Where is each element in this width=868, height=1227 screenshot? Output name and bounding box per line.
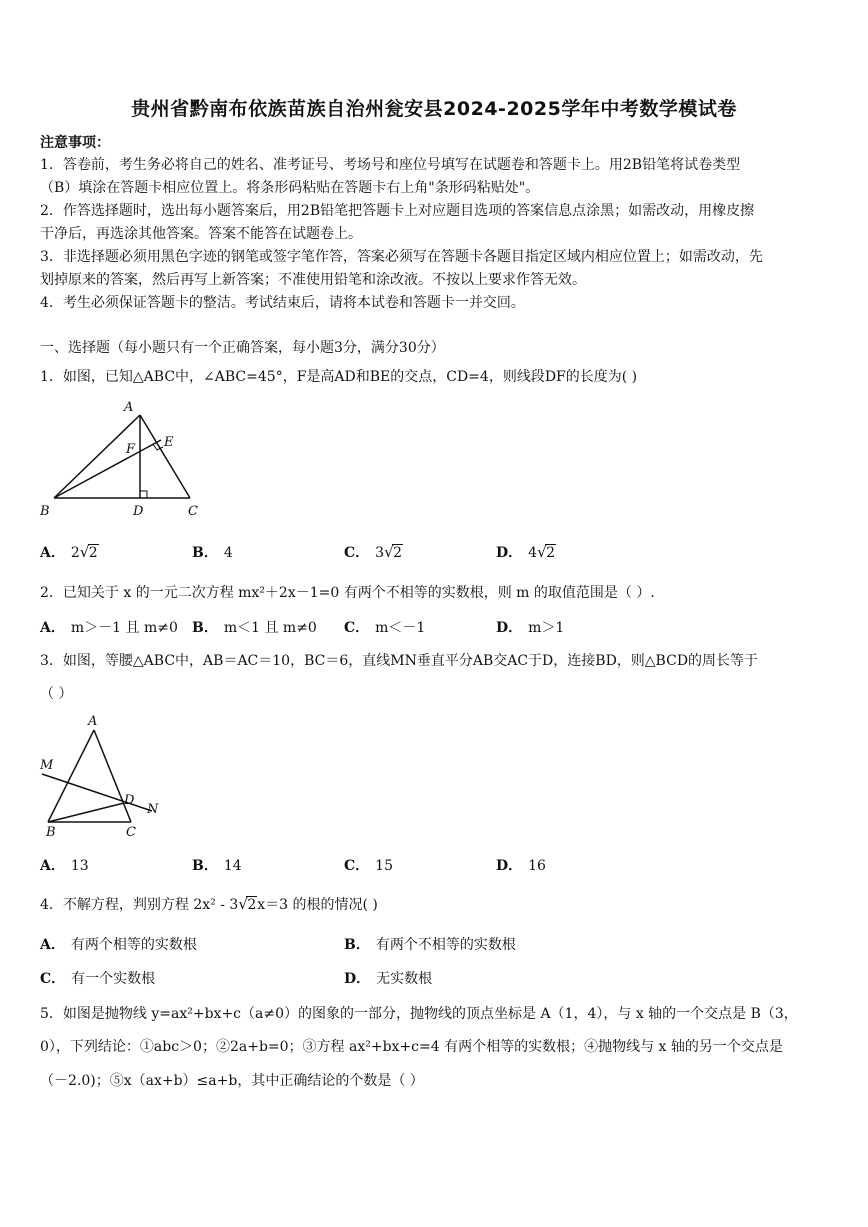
question-4-option-d[interactable]: D． 无实数根	[344, 971, 433, 987]
question-3-option-c[interactable]: C． 15	[344, 858, 393, 874]
sqrt-symbol: √ 2	[384, 543, 402, 561]
segment-bd	[48, 803, 124, 822]
label-m: M	[40, 758, 54, 773]
question-2-text: 2．已知关于 x 的一元二次方程 mx²＋2x－1=0 有两个不相等的实数根，则 m 的取值范围是（ ）.	[40, 585, 655, 601]
segment-ac	[94, 730, 131, 822]
label-d: D	[124, 793, 135, 808]
label-f: F	[126, 442, 136, 457]
question-3-option-d[interactable]: D． 16	[496, 858, 546, 874]
notice-line: 干净后，再选涂其他答案。答案不能答在试题卷上。	[40, 226, 362, 242]
notice-line: 划掉原来的答案，然后再写上新答案；不准使用铅笔和涂改液。不按以上要求作答无效。	[40, 272, 586, 288]
label-c: C	[126, 825, 136, 840]
question-2-option-b[interactable]: B． m＜1 且 m≠0	[192, 620, 317, 636]
question-2-option-d[interactable]: D． m＞1	[496, 620, 565, 636]
question-3-text-continued: （ ）	[40, 686, 73, 702]
page-title: 贵州省黔南布依族苗族自治州瓮安县2024-2025学年中考数学模试卷	[131, 98, 737, 120]
sqrt-symbol: √ 2	[238, 895, 257, 913]
question-5-text-continued: 0），下列结论：①abc＞0；②2a+b=0；③方程 ax²+bx+c=4 有两个相等的实数根；④抛物线与 x 轴的另一个交点是	[40, 1039, 783, 1055]
question-3-option-b[interactable]: B． 14	[192, 858, 242, 874]
line-mn	[42, 774, 152, 811]
question-1-figure	[36, 398, 216, 520]
notice-line: 4．考生必须保证答题卡的整洁。考试结束后，请将本试卷和答题卡一并交回。	[40, 295, 525, 311]
question-3-option-a[interactable]: A． 13	[40, 858, 89, 874]
notice-line: （B）填涂在答题卡相应位置上。将条形码粘贴在答题卡右上角"条形码粘贴处"。	[40, 180, 540, 196]
question-3-text: 3．如图，等腰△ABC中，AB＝AC＝10，BC＝6，直线MN垂直平分AB交AC于D，连接BD，则△BCD的周长等于	[40, 653, 759, 669]
label-e: E	[164, 435, 174, 450]
label-b: B	[40, 504, 50, 519]
altitude-be	[54, 440, 161, 498]
segment-ab	[48, 730, 94, 822]
notice-line: 3．非选择题必须用黑色字迹的钢笔或签字笔作答，答案必须写在答题卡各题目指定区域内相应位置上；如需改动，先	[40, 249, 763, 265]
segment-ac	[140, 415, 190, 498]
label-d: D	[133, 504, 144, 519]
question-5-text-continued: （－2.0)；⑤x（ax+b）≤a+b，其中正确结论的个数是（ ）	[40, 1073, 424, 1089]
label-b: B	[46, 825, 56, 840]
question-2-option-a[interactable]: A． m＞－1 且 m≠0	[40, 620, 178, 636]
label-a: A	[88, 714, 98, 729]
question-2-option-c[interactable]: C． m＜－1	[344, 620, 426, 636]
label-a: A	[124, 400, 134, 415]
question-1-option-b[interactable]: B． 4	[192, 545, 233, 561]
question-1-option-a[interactable]: A． 2 √ 2	[40, 543, 98, 561]
sqrt-symbol: √ 2	[79, 543, 98, 561]
question-4-option-b[interactable]: B． 有两个不相等的实数根	[344, 937, 516, 953]
right-angle-mark	[140, 491, 147, 498]
question-5-text: 5．如图是抛物线 y=ax²+bx+c（a≠0）的图象的一部分，抛物线的顶点坐标是 A（1，4），与 x 轴的一个交点是 B（3，	[40, 1006, 798, 1022]
notice-line: 2．作答选择题时，选出每小题答案后，用2B铅笔把答题卡上对应题目选项的答案信息点涂黑；如需改动，用橡皮擦	[40, 203, 755, 219]
question-4-option-c[interactable]: C． 有一个实数根	[40, 971, 156, 987]
question-1-text: 1．如图，已知△ABC中，∠ABC=45°，F是高AD和BE的交点，CD=4，则线段DF的长度为( )	[40, 369, 638, 385]
question-1-option-d[interactable]: D． 4 √ 2	[496, 543, 555, 561]
question-3-figure	[36, 712, 176, 840]
question-4-option-a[interactable]: A． 有两个相等的实数根	[40, 937, 197, 953]
notice-line: 1．答卷前，考生务必将自己的姓名、准考证号、考场号和座位号填写在试题卷和答题卡上。用2B铅笔将试卷类型	[40, 157, 741, 173]
label-c: C	[188, 504, 198, 519]
question-4-text: 4．不解方程，判别方程 2x² - 3 √ 2x＝3 的根的情况( )	[40, 895, 378, 913]
notice-heading: 注意事项：	[40, 135, 110, 151]
section-heading: 一、选择题（每小题只有一个正确答案，每小题3分，满分30分）	[40, 340, 445, 356]
label-n: N	[147, 802, 159, 817]
sqrt-symbol: √ 2	[537, 543, 555, 561]
question-1-option-c[interactable]: C． 3 √ 2	[344, 543, 402, 561]
